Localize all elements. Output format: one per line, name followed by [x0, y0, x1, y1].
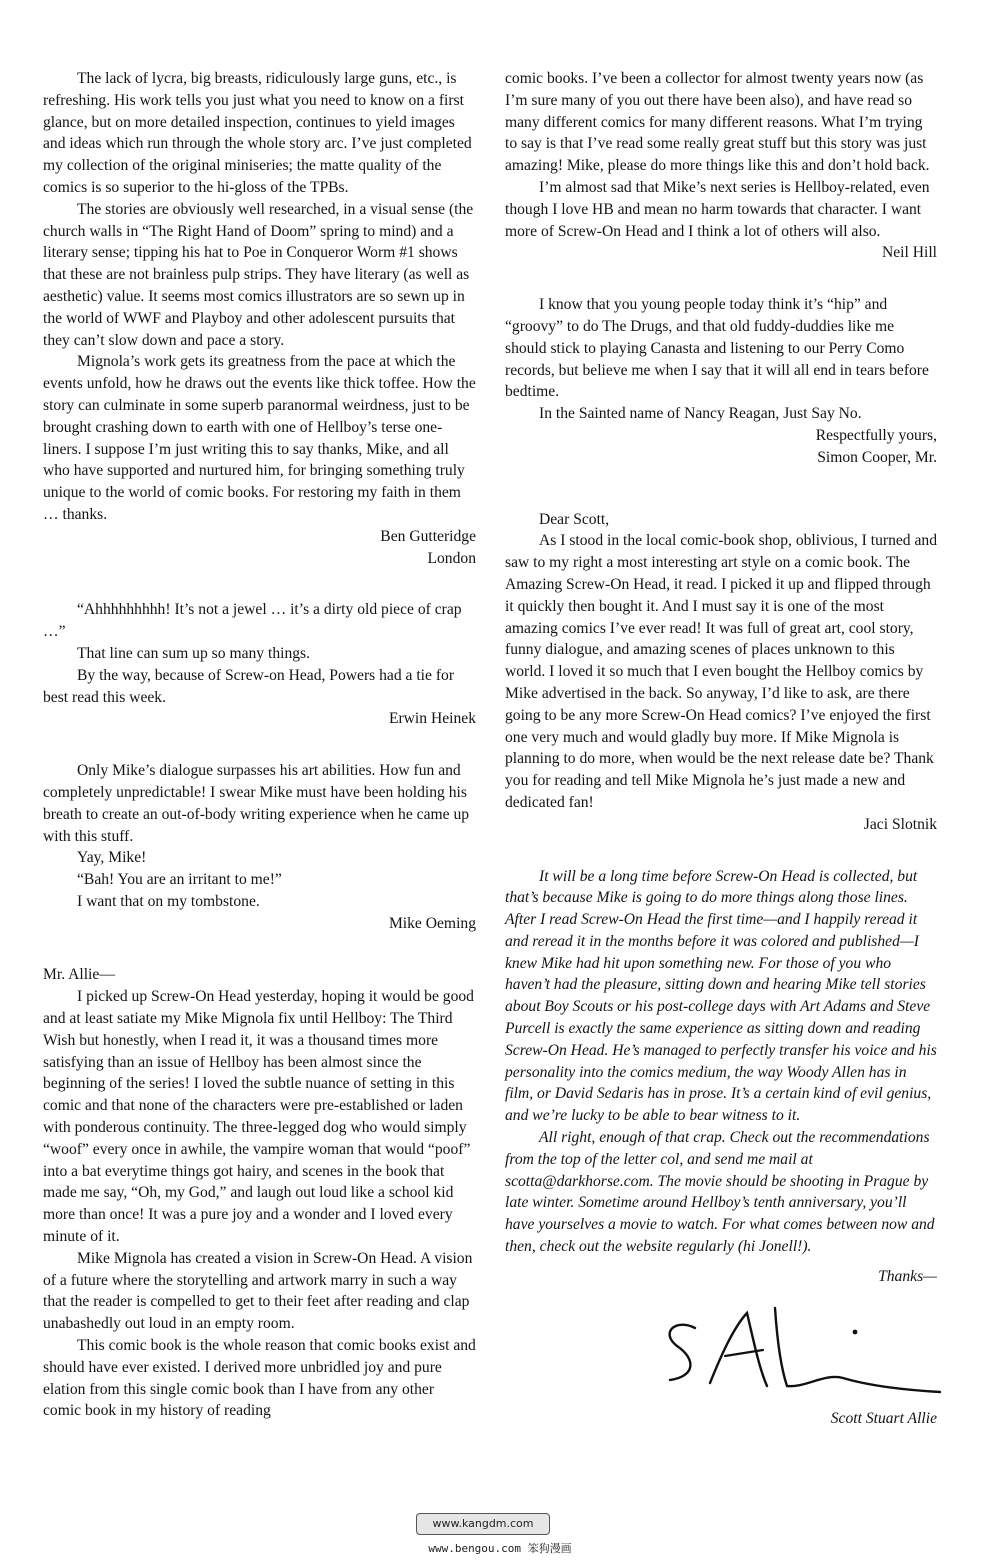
left-column: [43, 68, 476, 1422]
letter-paragraph: That line can sum up so many things.: [77, 644, 311, 662]
letter-paragraph: Only Mike’s dialogue surpasses his art abilities. How fun and completely unpredictable! I swear Mike must have been holding his breath to create an out-of-body writing experience when he came up with this stuff.: [43, 762, 470, 845]
letter-paragraph: I know that you young people today think it’s “hip” and “groovy” to do The Drugs, and that old fuddy-duddies like me should stick to playing Canasta and listening to our Perry Como records, but believe me when I say that it will all end in tears before bedtime.: [505, 296, 929, 401]
watermark-footer: www.bengou.com 笨狗漫画: [428, 1542, 572, 1555]
letter-paragraph: The stories are obviously well researched, in a visual sense (the church walls in “The Right Hand of Doom” spring to mind) and a literary sense; tipping his hat to Poe in Conqueror Worm #1 shows that these are not brainless pulp strips. They have literary (as well as aesthetic) value. It seems most comics illustrators are so sewn up in the world of WWF and Playboy and other adolescent pursuits that they can’t slow down and pace a story.: [43, 200, 474, 349]
letter-simon-cooper: [505, 294, 937, 468]
letter-signature-name: Mike Oeming: [388, 914, 476, 932]
letter-paragraph: “Ahhhhhhhhh! It’s not a jewel … it’s a dirty old piece of crap …”: [43, 601, 462, 641]
letter-paragraph: Mike Mignola has created a vision in Screw-On Head. A vision of a future where the storytelling and artwork marry in such a way that the reader is compelled to get to their feet after reading and clap unabashedly out loud in an empty room.: [43, 1249, 473, 1333]
reply-paragraph: All right, enough of that crap. Check out the recommendations from the top of the letter col, and send me mail at scotta@darkhorse.com. The movie should be shooting in Prague by late winter. Sometime around Hellboy’s tenth anniversary, you’ll have yourselves a movie to watch. For what comes between now and then, check out the website regularly (hi Jonell!).: [505, 1129, 935, 1256]
letter-signature-name: Ben Gutteridge: [380, 527, 476, 545]
letter-paragraph: “Bah! You are an irritant to me!”: [77, 871, 282, 889]
reply-closing: Thanks—: [878, 1267, 937, 1285]
letter-signature-name: Simon Cooper, Mr.: [817, 448, 937, 466]
letter-paragraph: The lack of lycra, big breasts, ridiculously large guns, etc., is refreshing. His work tells you just what you need to know on a first glance, but on more detailed inspection, continues to yield images and ideas which run through the whole story arc. I’ve just completed my collection of the original miniseries; the matte quality of the comics is so superior to the hi-gloss of the TPBs.: [43, 70, 472, 196]
letter-neil-hill-part2: [505, 68, 937, 264]
letter-paragraph: Mignola’s work gets its greatness from the pace at which the events unfold, how he draws out the events like thick toffee. How the story can culminate in some superb paranormal weirdness, just to be brought crashing down to earth with one of Hellboy’s terse one-liners. I suppose I’m just writing this to say thanks, Mike, and all who have supported and nurtured him, for bringing something truly unique to the world of comic books. For restoring my faith in them … thanks.: [43, 353, 476, 523]
handwritten-signature: [655, 1298, 945, 1408]
watermark-badge: www.kangdm.com: [416, 1513, 550, 1535]
letter-erwin-heinek: [43, 599, 476, 730]
letter-salutation: Dear Scott,: [539, 510, 610, 528]
letter-ben-gutteridge: [43, 68, 476, 569]
letter-jaci-slotnik: [505, 509, 937, 836]
letter-paragraph: I’m almost sad that Mike’s next series is Hellboy-related, even though I love HB and mean no harm towards that character. I want more of Screw-On Head and I think a lot of others will also.: [505, 178, 930, 240]
letter-paragraph: comic books. I’ve been a collector for almost twenty years now (as I’m sure many of you out there have been also), and have read so many different comics for many different reasons. What I’m trying to say is that I’ve read some really great stuff but this story was just amazing! Mike, please do more things like this and don’t hold back.: [505, 70, 930, 175]
letter-signature-place: London: [427, 549, 476, 567]
letter-paragraph: By the way, because of Screw-on Head, Powers had a tie for best read this week.: [43, 666, 455, 706]
letter-paragraph: I picked up Screw-On Head yesterday, hoping it would be good and at least satiate my Mike Mignola fix until Hellboy: The Third Wish but honestly, when I read it, it was a thousand times more satisfying than an issue of Hellboy has been almost since the beginning of the series! I loved the subtle nuance of setting in this comic and that none of the characters were pre-established or laden with ponderous continuity. The three-legged dog who would simply “woof” every once in awhile, the vampire woman that would “poof” into a bat everytime things got hairy, and scenes in the book that made me say, “Oh, my God,” and laugh out loud like a school kid more than once! It was a pure joy and a wonder and I loved every minute of it.: [43, 988, 474, 1246]
letter-salutation: Mr. Allie—: [43, 966, 115, 984]
letter-mike-oeming: [43, 760, 476, 934]
reply-signature-name: Scott Stuart Allie: [830, 1409, 937, 1427]
letter-signature-name: Jaci Slotnik: [863, 815, 937, 833]
reply-paragraph: It will be a long time before Screw-On Head is collected, but that’s because Mike is going to do more things along those lines. After I read Screw-On Head the first time—and I happily reread it and reread it in the months before it was colored and published—I knew Mike had hit upon something new. For those of you who haven’t had the pleasure, sitting down and hearing Mike tell stories about Boy Scouts or his post-college days with Art Adams and Steve Purcell is exactly the same experience as sitting down and reading Screw-On Head. He’s managed to perfectly transfer his voice and his personality into the comics medium, the way Woody Allen has in film, or David Sedaris has in prose. It’s a certain kind of evil genius, and we’re lucky to be able to bear witness to it.: [505, 867, 937, 1125]
letter-paragraph: As I stood in the local comic-book shop, oblivious, I turned and saw to my right a most interesting art style on a comic book. The Amazing Screw-On Head, it read. I picked it up and flipped through it quickly then bought it. And I must say it is one of the most amazing comics I’ve ever read! It was full of great art, cool story, funny dialogue, and amazing scenes of places unknown to this world. I loved it so much that I even bought the Hellboy comics by Mike advertised in the back. So anyway, I’d like to ask, are there going to be any more Screw-On Head comics? I’ve enjoyed the first one very much and would gladly buy more. If Mike Mignola is planning to do more, when would be the next release date be? Thank you for reading and tell Mike Mignola he’s just made a new and dedicated fan!: [505, 532, 938, 811]
letter-closing: Respectfully yours,: [815, 426, 937, 444]
letter-signature-name: Neil Hill: [881, 244, 937, 262]
letter-signature-name: Erwin Heinek: [388, 710, 476, 728]
letter-neil-hill-part1: [43, 964, 476, 1422]
right-column: [505, 68, 937, 1429]
editor-reply: [505, 866, 937, 1430]
letter-paragraph: I want that on my tombstone.: [77, 892, 260, 910]
letter-paragraph: In the Sainted name of Nancy Reagan, Just Say No.: [539, 405, 862, 423]
letter-paragraph: Yay, Mike!: [77, 849, 147, 867]
letter-paragraph: This comic book is the whole reason that comic books exist and should have ever existed. I derived more unbridled joy and pure elation from this single comic book than I have from any other comic book in my history of reading: [43, 1337, 476, 1420]
